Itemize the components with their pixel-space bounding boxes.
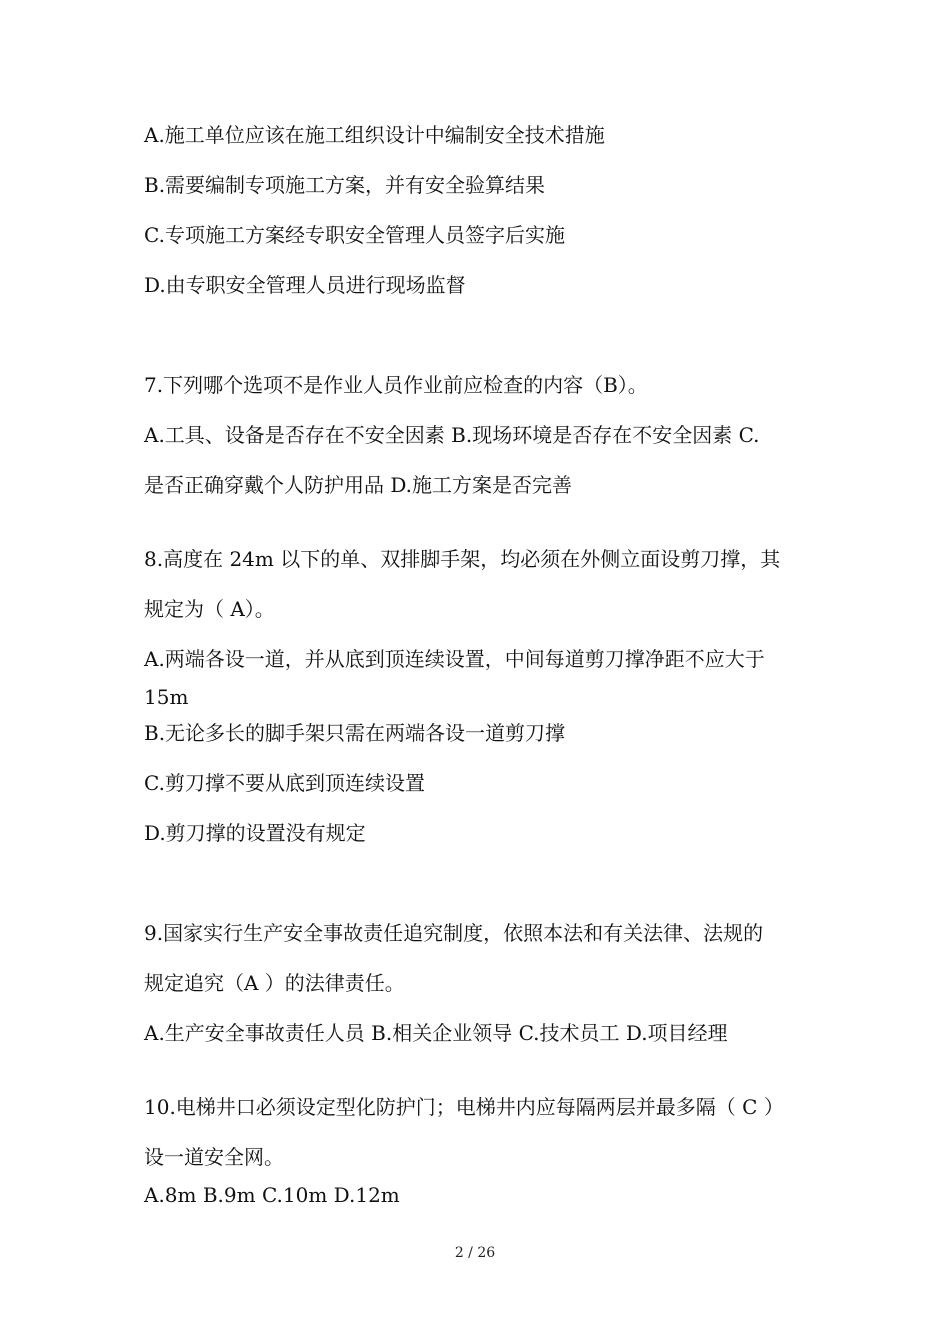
options-q9: A.生产安全事故责任人员 B.相关企业领导 C.技术员工 D.项目经理 — [144, 1021, 728, 1045]
question-8-line-1: 8.高度在 24m 以下的单、双排脚手架，均必须在外侧立面设剪刀撑，其 — [144, 547, 781, 571]
question-9-line-1: 9.国家实行生产安全事故责任追究制度，依照本法和有关法律、法规的 — [144, 921, 764, 945]
question-10-line-2: 设一道安全网。 — [144, 1145, 284, 1169]
option-c-q8: C.剪刀撑不要从底到顶连续设置 — [144, 771, 425, 795]
question-8-line-2: 规定为（ A）。 — [144, 597, 275, 621]
question-10-line-1: 10.电梯井口必须设定型化防护门；电梯井内应每隔两层并最多隔（ C ） — [144, 1095, 784, 1119]
option-c-q6: C.专项施工方案经专职安全管理人员签字后实施 — [144, 223, 565, 247]
option-d-q8: D.剪刀撑的设置没有规定 — [144, 821, 366, 845]
option-b-q6: B.需要编制专项施工方案，并有安全验算结果 — [144, 173, 546, 197]
option-a-q8-line-1: A.两端各设一道，并从底到顶连续设置，中间每道剪刀撑净距不应大于 — [144, 647, 765, 671]
question-7: 7.下列哪个选项不是作业人员作业前应检查的内容（B）。 — [144, 373, 648, 397]
options-q10: A.8m B.9m C.10m D.12m — [144, 1183, 400, 1207]
page-number: 2 / 26 — [454, 1245, 496, 1261]
option-b-q8: B.无论多长的脚手架只需在两端各设一道剪刀撑 — [144, 721, 566, 745]
options-q7-line-1: A.工具、设备是否存在不安全因素 B.现场环境是否存在不安全因素 C. — [144, 423, 760, 447]
option-d-q6: D.由专职安全管理人员进行现场监督 — [144, 273, 466, 297]
option-a-q8-line-2: 15m — [144, 685, 189, 709]
option-a-q6: A.施工单位应该在施工组织设计中编制安全技术措施 — [144, 123, 605, 147]
question-9-line-2: 规定追究（A ）的法律责任。 — [144, 971, 405, 995]
options-q7-line-2: 是否正确穿戴个人防护用品 D.施工方案是否完善 — [144, 473, 573, 497]
